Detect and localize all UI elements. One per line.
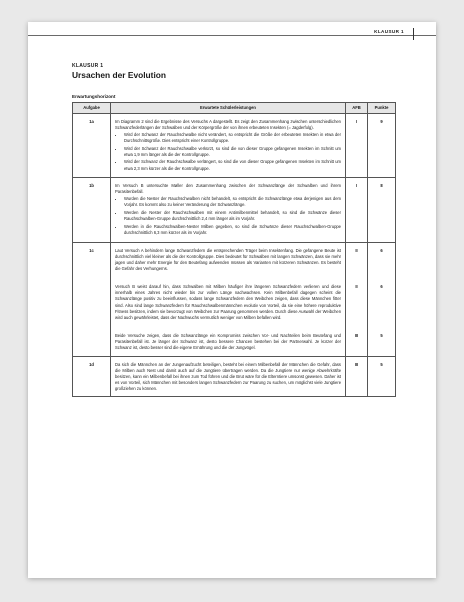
document-page — [28, 22, 436, 578]
expected-answer — [111, 114, 346, 178]
answer-bullet: • Wird der Schwanz der Rauchschwalbe verkürzt, so sind die von dieser Gruppe gefangenen Insekten im Schnitt um etwa 1,9 mm länger als die der Kontrollgruppe. — [124, 146, 341, 158]
column-header-points: Punkte — [368, 103, 396, 114]
table-row — [73, 276, 396, 325]
afb-level: III — [346, 356, 368, 397]
exam-kicker: KLAUSUR 1 — [72, 63, 104, 69]
afb-level: II — [346, 242, 368, 276]
table-row — [73, 114, 396, 178]
answer-text: Im Versuch B untersuchte Møller den Zusammenhang zwischen der Schwanzlänge der Schwalben und ihrem Parasitenbefall. — [115, 183, 341, 195]
running-head-marker — [413, 28, 414, 40]
answer-text: Beide Versuche zeigen, dass die Schwanzlänge ein Kompromiss zwischen Vor- und Nachteilen beim Beutefang und Parasitenbefall ist. Je länger der Schwanz ist, desto bessere Chancen bestehen bei der Partnerwahl. Je kürzer der Schwanz ist, desto besser sind die eigene Ernährung und die der Jungvögel. — [115, 333, 341, 351]
afb-level: III — [346, 325, 368, 356]
answer-bullet: • Werden in die Rauchschwalben-Nester Milben gegeben, so sind die Schwänze dieser Rauchschwalben-Gruppe durchschnittlich 6,3 mm kürzer als im Vorjahr. — [124, 224, 341, 236]
header-rule — [28, 35, 436, 36]
expected-answer — [111, 325, 346, 356]
expected-answer — [111, 178, 346, 242]
points-value: 6 — [368, 242, 396, 276]
answer-text: Versuch B weist darauf hin, dass Schwalben mit Milben häufiger ihre längeren Schwanzfedern verlieren und diese innerhalb eines Jahres nicht wieder bis zur vollen Länge nachwachsen. Kein Milbenbefall dagegen scheint die Schwanzlänge positiv zu beeinflussen, sodass lange Schwanzfedern den Weibchen zeigen, dass diese Männchen fitter sind. Also sind lange Schwanzfedern für Rauchschwalbenmännchen evolutiv von Vorteil, da sie eine höhere reproduktive Fitness besitzen, indem sie bevorzugt von Weibchen zur Paarung genommen werden. Durch diese Auswahl der Weibchen wird auch gewährleistet, dass der Nachwuchs vermutlich weniger von Milben befallen wird. — [115, 284, 341, 320]
answer-text: Da sich die Männchen an der Jungenaufzucht beteiligen, besteht bei einem Milbenbefall der Männchen die Gefahr, dass die Milben auch Nest und damit auch auf die Jungtiere übertragen werden. Da die Jungtiere nur wenige Abwehrkräfte besitzen, kann ein Milbenbefall bei ihnen zum Tod führen und die Brut wäre für die Elterntiere umsonst gewesen. Daher ist es von Vorteil, sich Männchen mit besonders langen Schwanzfedern zur Paarung zu suchen, um möglichst viele Jungtiere großziehen zu können. — [115, 361, 341, 392]
running-head: KLAUSUR 1 — [370, 29, 408, 34]
task-number: 1b — [73, 178, 111, 242]
task-number: 1c — [73, 242, 111, 276]
answer-list — [115, 132, 341, 172]
points-value: 6 — [368, 276, 396, 325]
column-header-afb: AFB — [346, 103, 368, 114]
answer-bullet: • Wird der Schwanz der Rauchschwalbe verlängert, so sind die von dieser Gruppe gefangenen Insekten im Schnitt um etwa 2,3 mm kürzer als die der Kontrollgruppe. — [124, 159, 341, 171]
task-number — [73, 276, 111, 325]
section-heading: Erwartungshorizont — [72, 94, 116, 99]
table-row — [73, 325, 396, 356]
column-header-task: Aufgabe — [73, 103, 111, 114]
table-row — [73, 242, 396, 276]
expected-answer — [111, 242, 346, 276]
afb-level: I — [346, 114, 368, 178]
afb-level: II — [346, 276, 368, 325]
table-row — [73, 178, 396, 242]
answer-list — [115, 196, 341, 236]
afb-level: I — [346, 178, 368, 242]
answer-bullet: • Wird der Schwanz der Rauchschwalbe nicht verändert, so entspricht die Größe der erbeuteten Insekten in etwa der Durchschnittsgröße. Dies entspricht einer Kontrollgruppe. — [124, 132, 341, 144]
points-value: 5 — [368, 325, 396, 356]
points-value: 9 — [368, 114, 396, 178]
points-value: 5 — [368, 356, 396, 397]
table-row — [73, 356, 396, 397]
points-value: 8 — [368, 178, 396, 242]
task-number: 1a — [73, 114, 111, 178]
expected-answer — [111, 276, 346, 325]
answer-bullet: • Werden die Nester der Rauchschwalben mit einem Antimilbenmittel behandelt, so sind die Schwänze dieser Rauchschwalben-Gruppe durchschnittlich 2,4 mm länger als im Vorjahr. — [124, 210, 341, 222]
table-header-row — [73, 103, 396, 114]
page-title: Ursachen der Evolution — [72, 70, 167, 80]
answer-bullet: • Wurden die Nester der Rauchschwalben nicht behandelt, so entspricht die Schwanzlänge etwa derjenigen aus dem Vorjahr. Es kommt also zu keiner Veränderung der Schwanzlänge. — [124, 196, 341, 208]
answer-text: Laut Versuch A behindern lange Schwanzfedern die entsprechenden Träger beim Insektenfang. Die gefangene Beute ist durchschnittlich viel kleiner als die der Kontrollgruppe. Dies bedeutet für Schwalben mit langen Schwänzen, dass sie mehr jagen und daher mehr Energie für den Beutefang aufwenden müssen als Varianten mit kürzeren Schwänzen. Es besteht die Gefahr des Verhungerns. — [115, 247, 341, 271]
answer-text: Im Diagramm 2 sind die Ergebnisse des Versuchs A dargestellt. Es zeigt den Zusammenhang zwischen unterschiedlichen Schwanzfederlängen der Schwalben und der Körpergröße der von ihnen erbeuteten Insekten (= Jagderfolg). — [115, 119, 341, 131]
solution-table — [72, 102, 396, 397]
column-header-expected: Erwartete Schülerleistungen — [111, 103, 346, 114]
task-number: 1d — [73, 356, 111, 397]
expected-answer — [111, 356, 346, 397]
task-number — [73, 325, 111, 356]
